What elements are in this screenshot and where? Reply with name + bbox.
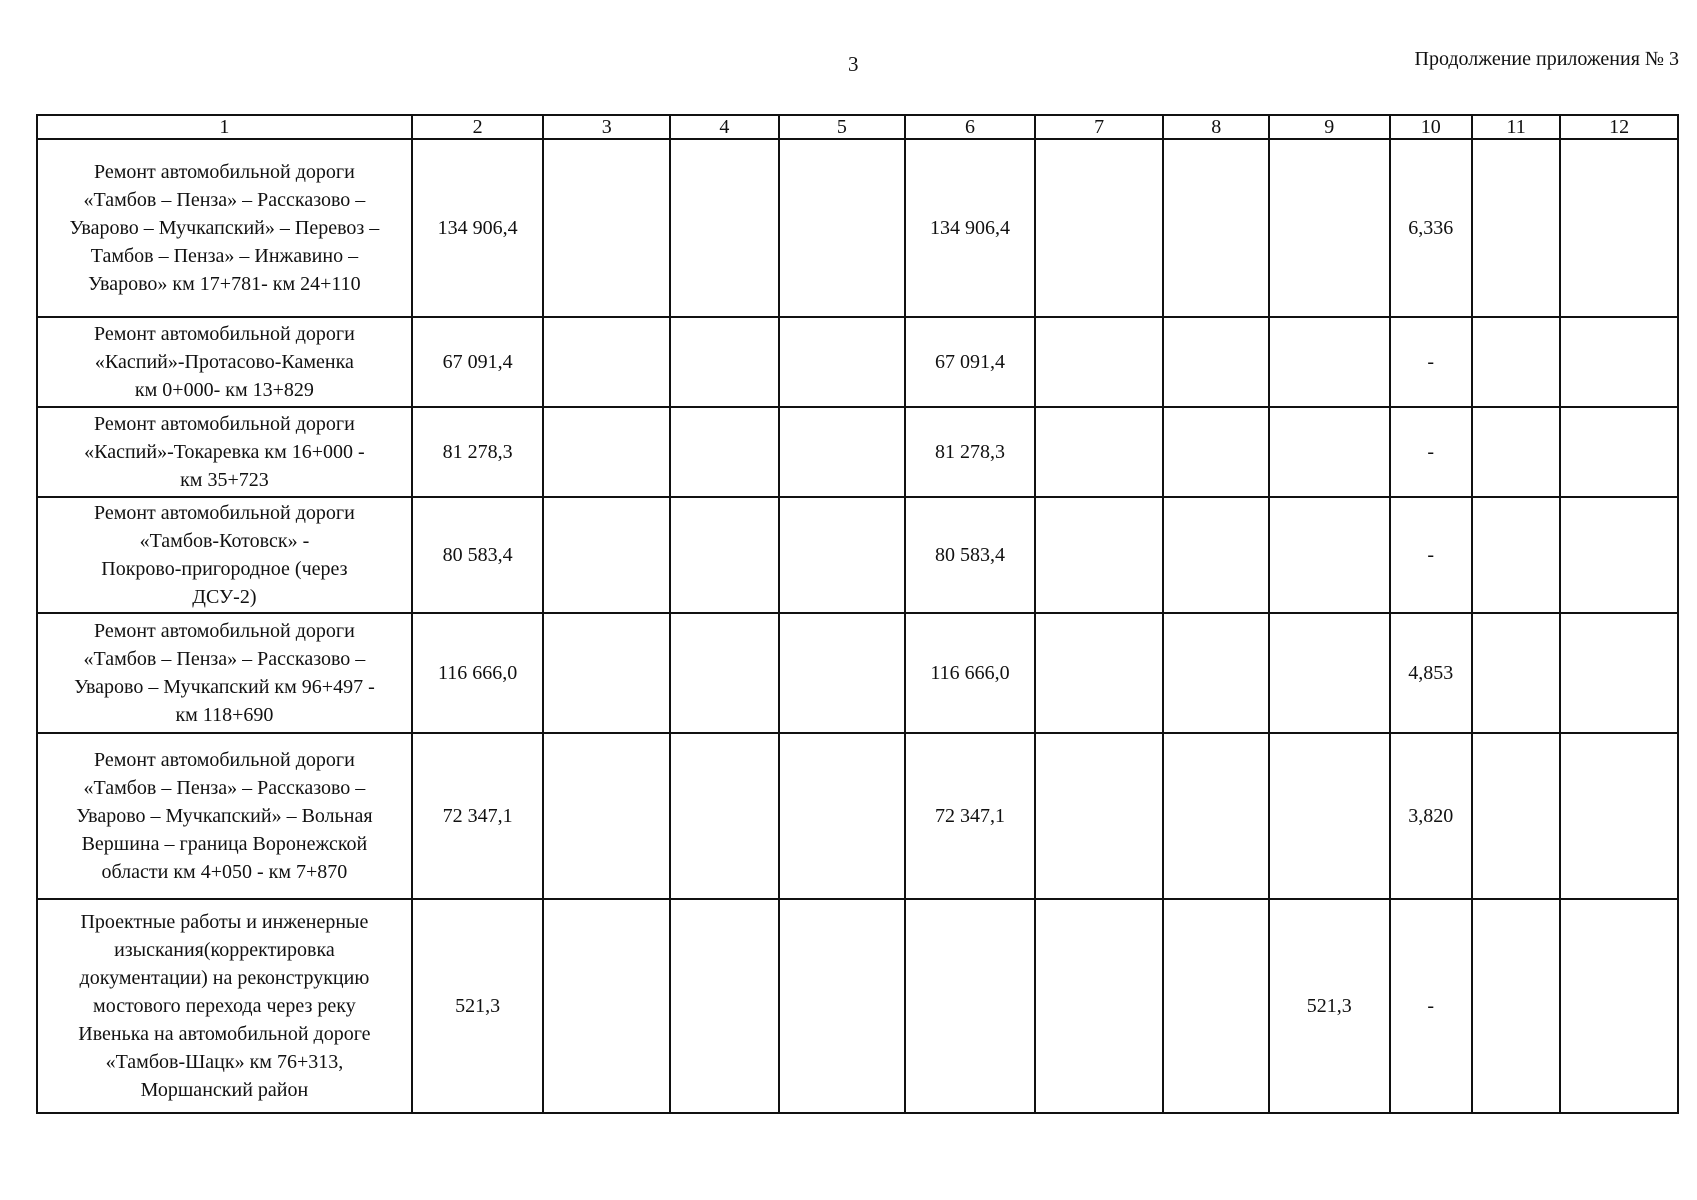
work-description-line: км 35+723 xyxy=(180,469,269,491)
value-cell-col-2: 72 347,1 xyxy=(412,733,544,899)
value-cell-col-12 xyxy=(1560,733,1678,899)
work-description-line: «Тамбов-Шацк» км 76+313, xyxy=(105,1051,344,1073)
table-row xyxy=(37,733,1678,899)
column-header: 9 xyxy=(1269,115,1390,139)
value-cell-col-3 xyxy=(543,497,670,613)
value-cell-col-5 xyxy=(779,139,906,317)
value-cell-col-10: - xyxy=(1390,317,1472,407)
value-cell-col-11 xyxy=(1472,139,1560,317)
work-description-line: Вершина – граница Воронежской xyxy=(81,833,368,855)
value-cell-col-7 xyxy=(1035,317,1164,407)
value-cell-col-12 xyxy=(1560,899,1678,1113)
work-description-line: мостового перехода через реку xyxy=(93,995,356,1017)
work-description-line: «Каспий»-Токаревка км 16+000 - xyxy=(84,441,365,463)
work-description-line: Моршанский район xyxy=(140,1079,309,1101)
work-description-line: «Тамбов – Пенза» – Рассказово – xyxy=(83,189,366,211)
value-cell-col-6: 80 583,4 xyxy=(905,497,1035,613)
table-row xyxy=(37,497,1678,613)
value-cell-col-8 xyxy=(1163,613,1269,733)
work-description-line: «Тамбов – Пенза» – Рассказово – xyxy=(83,648,366,670)
work-description-line: «Тамбов-Котовск» - xyxy=(139,530,310,552)
value-cell-col-6: 81 278,3 xyxy=(905,407,1035,497)
value-cell-col-5 xyxy=(779,407,906,497)
value-cell-col-10: 4,853 xyxy=(1390,613,1472,733)
column-header: 1 xyxy=(37,115,412,139)
work-description-line: области км 4+050 - км 7+870 xyxy=(101,861,348,883)
table-row xyxy=(37,139,1678,317)
work-description-line: км 0+000- км 13+829 xyxy=(134,379,314,401)
value-cell-col-5 xyxy=(779,613,906,733)
value-cell-col-11 xyxy=(1472,497,1560,613)
value-cell-col-9: 521,3 xyxy=(1269,899,1390,1113)
value-cell-col-4 xyxy=(670,139,779,317)
table-row xyxy=(37,317,1678,407)
work-description-line: Уварово» км 17+781- км 24+110 xyxy=(88,273,361,295)
value-cell-col-8 xyxy=(1163,899,1269,1113)
value-cell-col-8 xyxy=(1163,407,1269,497)
value-cell-col-11 xyxy=(1472,733,1560,899)
value-cell-col-3 xyxy=(543,613,670,733)
value-cell-col-4 xyxy=(670,317,779,407)
value-cell-col-3 xyxy=(543,899,670,1113)
work-description-line: Ремонт автомобильной дороги xyxy=(93,161,355,183)
value-cell-col-9 xyxy=(1269,407,1390,497)
work-description-line: документации) на реконструкцию xyxy=(79,967,370,989)
work-description-line: Ремонт автомобильной дороги xyxy=(93,749,355,771)
value-cell-col-12 xyxy=(1560,407,1678,497)
value-cell-col-3 xyxy=(543,407,670,497)
work-description-line: Уварово – Мучкапский км 96+497 - xyxy=(74,676,375,698)
value-cell-col-9 xyxy=(1269,733,1390,899)
value-cell-col-4 xyxy=(670,733,779,899)
value-cell-col-12 xyxy=(1560,139,1678,317)
value-cell-col-8 xyxy=(1163,317,1269,407)
value-cell-col-12 xyxy=(1560,497,1678,613)
value-cell-col-12 xyxy=(1560,613,1678,733)
work-description-line: Уварово – Мучкапский» – Перевоз – xyxy=(69,217,380,239)
value-cell-col-5 xyxy=(779,497,906,613)
work-description-line: Ремонт автомобильной дороги xyxy=(93,620,355,642)
value-cell-col-9 xyxy=(1269,497,1390,613)
value-cell-col-7 xyxy=(1035,899,1164,1113)
work-description-cell xyxy=(37,407,412,497)
table-row xyxy=(37,899,1678,1113)
column-header: 2 xyxy=(412,115,544,139)
value-cell-col-5 xyxy=(779,899,906,1113)
value-cell-col-11 xyxy=(1472,407,1560,497)
column-header: 6 xyxy=(905,115,1035,139)
work-description-cell xyxy=(37,139,412,317)
work-description-line: км 118+690 xyxy=(175,704,274,726)
value-cell-col-4 xyxy=(670,899,779,1113)
value-cell-col-8 xyxy=(1163,497,1269,613)
value-cell-col-7 xyxy=(1035,733,1164,899)
work-description-line: Тамбов – Пенза» – Инжавино – xyxy=(90,245,359,267)
value-cell-col-2: 134 906,4 xyxy=(412,139,544,317)
value-cell-col-4 xyxy=(670,497,779,613)
work-description-cell xyxy=(37,497,412,613)
work-description-line: Уварово – Мучкапский» – Вольная xyxy=(76,805,373,827)
work-description-cell xyxy=(37,317,412,407)
page-number: 3 xyxy=(848,52,859,76)
work-description-cell xyxy=(37,899,412,1113)
column-header: 8 xyxy=(1163,115,1269,139)
value-cell-col-11 xyxy=(1472,317,1560,407)
work-description-line: ДСУ-2) xyxy=(192,586,257,608)
work-description-line: изыскания(корректировка xyxy=(114,939,335,961)
value-cell-col-6: 67 091,4 xyxy=(905,317,1035,407)
value-cell-col-10: - xyxy=(1390,497,1472,613)
value-cell-col-2: 67 091,4 xyxy=(412,317,544,407)
column-header: 3 xyxy=(543,115,670,139)
value-cell-col-9 xyxy=(1269,317,1390,407)
value-cell-col-2: 80 583,4 xyxy=(412,497,544,613)
work-description-line: Ивенька на автомобильной дороге xyxy=(78,1023,371,1045)
value-cell-col-5 xyxy=(779,733,906,899)
value-cell-col-6: 72 347,1 xyxy=(905,733,1035,899)
value-cell-col-12 xyxy=(1560,317,1678,407)
work-description-line: Ремонт автомобильной дороги xyxy=(93,323,355,345)
value-cell-col-10: - xyxy=(1390,407,1472,497)
table-row xyxy=(37,407,1678,497)
column-header: 11 xyxy=(1472,115,1560,139)
continuation-label: Продолжение приложения № 3 xyxy=(1414,48,1679,70)
value-cell-col-11 xyxy=(1472,899,1560,1113)
value-cell-col-11 xyxy=(1472,613,1560,733)
value-cell-col-9 xyxy=(1269,613,1390,733)
value-cell-col-7 xyxy=(1035,613,1164,733)
value-cell-col-3 xyxy=(543,733,670,899)
value-cell-col-2: 81 278,3 xyxy=(412,407,544,497)
value-cell-col-6: 116 666,0 xyxy=(905,613,1035,733)
work-description-line: «Тамбов – Пенза» – Рассказово – xyxy=(83,777,366,799)
value-cell-col-6 xyxy=(905,899,1035,1113)
column-header: 5 xyxy=(779,115,906,139)
work-description-line: Проектные работы и инженерные xyxy=(80,911,369,933)
value-cell-col-4 xyxy=(670,613,779,733)
work-description-line: Ремонт автомобильной дороги xyxy=(93,502,355,524)
value-cell-col-10: - xyxy=(1390,899,1472,1113)
value-cell-col-10: 6,336 xyxy=(1390,139,1472,317)
value-cell-col-7 xyxy=(1035,407,1164,497)
value-cell-col-2: 116 666,0 xyxy=(412,613,544,733)
value-cell-col-3 xyxy=(543,317,670,407)
value-cell-col-6: 134 906,4 xyxy=(905,139,1035,317)
value-cell-col-10: 3,820 xyxy=(1390,733,1472,899)
work-description-line: Покрово-пригородное (через xyxy=(101,558,348,580)
work-description-cell xyxy=(37,613,412,733)
work-description-line: Ремонт автомобильной дороги xyxy=(93,413,355,435)
value-cell-col-8 xyxy=(1163,139,1269,317)
value-cell-col-2: 521,3 xyxy=(412,899,544,1113)
column-header: 7 xyxy=(1035,115,1164,139)
column-header: 4 xyxy=(670,115,779,139)
value-cell-col-7 xyxy=(1035,497,1164,613)
value-cell-col-7 xyxy=(1035,139,1164,317)
value-cell-col-8 xyxy=(1163,733,1269,899)
column-number-row xyxy=(37,115,1678,139)
table-row xyxy=(37,613,1678,733)
column-header: 12 xyxy=(1560,115,1678,139)
value-cell-col-5 xyxy=(779,317,906,407)
value-cell-col-9 xyxy=(1269,139,1390,317)
work-description-line: «Каспий»-Протасово-Каменка xyxy=(94,351,354,373)
column-header: 10 xyxy=(1390,115,1472,139)
value-cell-col-4 xyxy=(670,407,779,497)
value-cell-col-3 xyxy=(543,139,670,317)
data-table xyxy=(36,114,1679,1114)
work-description-cell xyxy=(37,733,412,899)
